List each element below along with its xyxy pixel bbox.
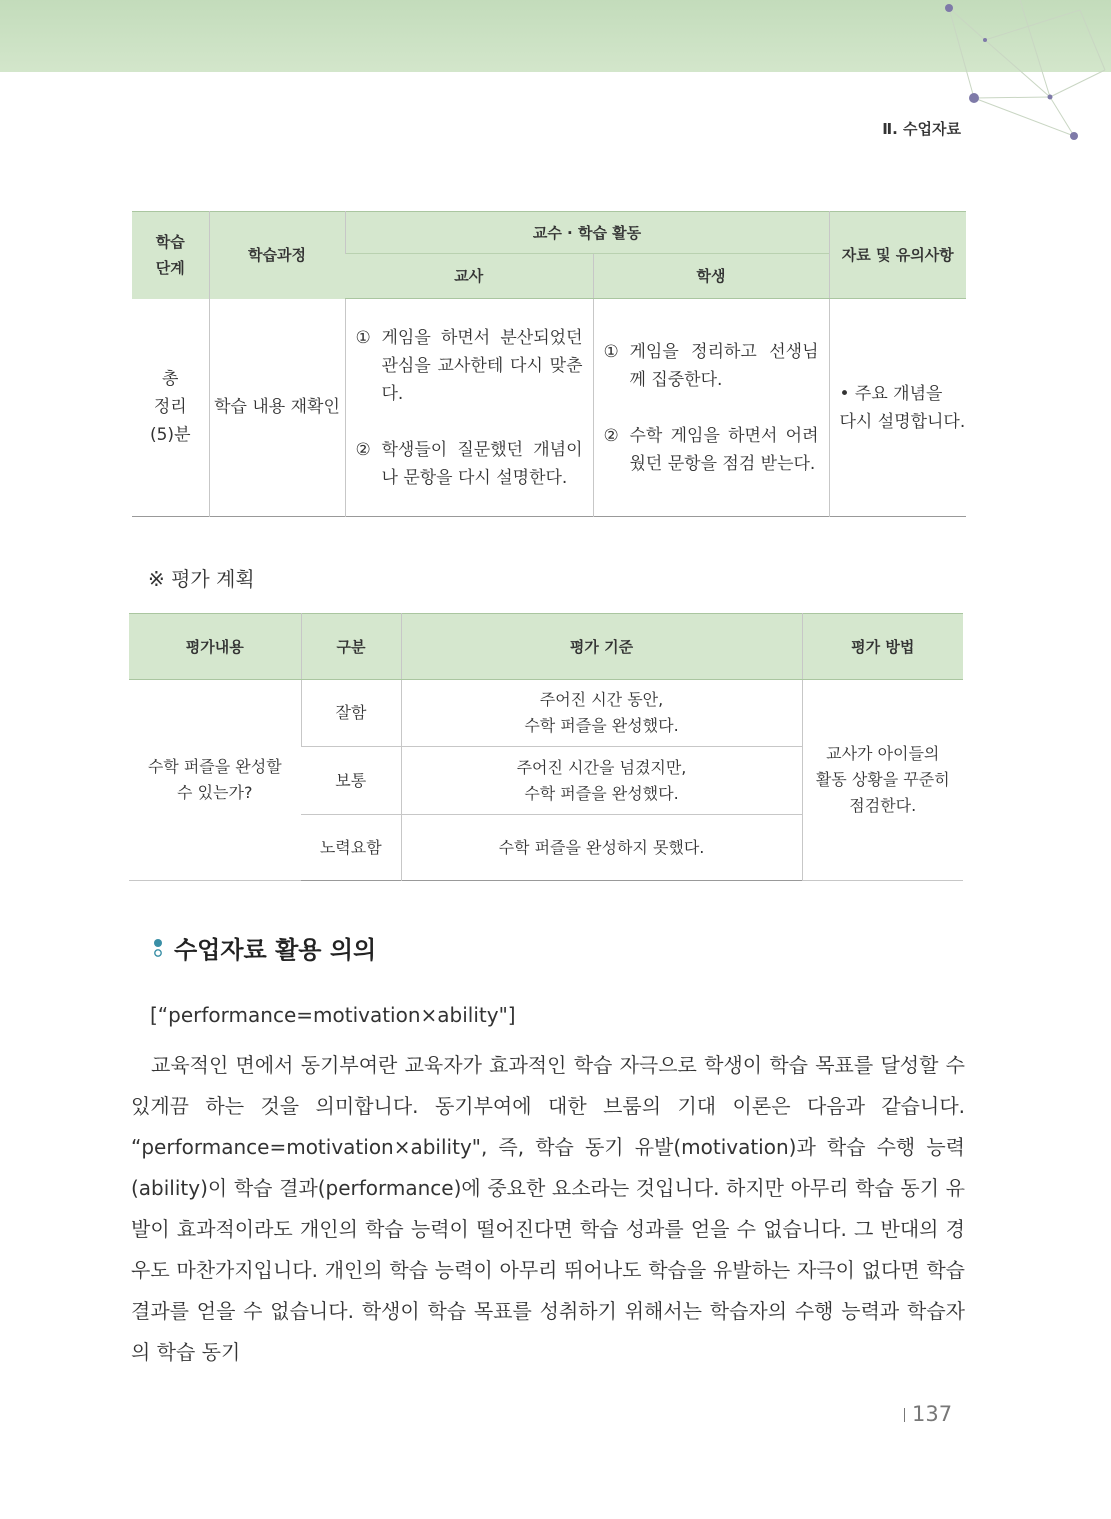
- student-item: ① 게임을 정리하고 선생님께 집중한다.: [603, 341, 819, 390]
- process-cell: 학습 내용 재확인: [209, 299, 345, 517]
- teacher-item: ② 학생들이 질문했던 개념이나 문항을 다시 설명한다.: [355, 439, 583, 488]
- eval-category: 보통: [301, 747, 401, 815]
- eval-criteria: 수학 퍼즐을 완성하지 못했다.: [401, 815, 802, 881]
- formula-text: [“performance=motivation×ability"]: [150, 1003, 516, 1027]
- header-eval-content: 평가내용: [129, 614, 301, 680]
- header-activity: 교수 · 학습 활동: [345, 212, 829, 254]
- eval-method-cell: 교사가 아이들의 활동 상황을 꾸준히 점검한다.: [802, 680, 963, 881]
- header-stage: 학습 단계: [132, 212, 209, 299]
- materials-note: • 주요 개념을 다시 설명합니다.: [829, 299, 966, 517]
- student-item: ② 수학 게임을 하면서 어려웠던 문항을 점검 받는다.: [603, 425, 819, 474]
- eval-category: 노력요함: [319, 837, 382, 857]
- eval-criteria: 주어진 시간 동안, 수학 퍼즐을 완성했다.: [401, 680, 802, 747]
- teacher-cell: [345, 299, 593, 517]
- chapter-label: Ⅱ. 수업자료: [882, 120, 961, 138]
- header-eval-category: 구분: [301, 614, 401, 680]
- evaluation-title: ※ 평가 계획: [148, 567, 255, 591]
- evaluation-table: [129, 613, 963, 881]
- header-student: 학생: [593, 254, 829, 299]
- eval-content-cell: 수학 퍼즐을 완성할 수 있는가?: [129, 680, 301, 881]
- header-eval-criteria: 평가 기준: [401, 614, 802, 680]
- teacher-item: ① 게임을 하면서 분산되었던 관심을 교사한테 다시 맞춘다.: [355, 327, 583, 404]
- student-cell: [593, 299, 829, 517]
- header-materials: 자료 및 유의사항: [829, 212, 966, 299]
- section-title: 수업자료 활용 의의: [174, 935, 377, 964]
- header-teacher: 교사: [345, 254, 593, 299]
- header-process: 학습과정: [209, 212, 345, 299]
- page-number: 137: [904, 1402, 952, 1426]
- stage-cell: 총 정리 (5)분: [149, 369, 191, 446]
- section-bullet-icon: [152, 936, 164, 960]
- eval-criteria: 주어진 시간을 넘겼지만, 수학 퍼즐을 완성했다.: [401, 747, 802, 815]
- activity-table: [132, 211, 966, 517]
- header-eval-method: 평가 방법: [802, 614, 963, 680]
- eval-category: 잘함: [301, 680, 401, 747]
- body-paragraph: 교육적인 면에서 동기부여란 교육자가 효과적인 학습 자극으로 학생이 학습 목표를 달성할 수 있게끔 하는 것을 의미합니다. 동기부여에 대한 브룸의 기대 이론은 다음과 같습니다. “performance=motivation×ability", 즉, 학습 동기 유발(motivation)과 학습 수행 능력(ability)이 학습 결과(performance)에 중요한 요소라는 것입니다. 하지만 아무리 학습 동기 유발이 효과적이라도 개인의 학습 능력이 떨어진다면 학습 성과를 얻을 수 없습니다. 그 반대의 경우도 마찬가지입니다. 개인의 학습 능력이 아무리 뛰어나도 학습을 유발하는 자극이 없다면 학습 결과를 얻을 수 없습니다. 학생이 학습 목표를 성취하기 위해서는 학습자의 수행 능력과 학습자의 학습 동기: [131, 1053, 965, 1364]
- section-heading: [152, 930, 376, 965]
